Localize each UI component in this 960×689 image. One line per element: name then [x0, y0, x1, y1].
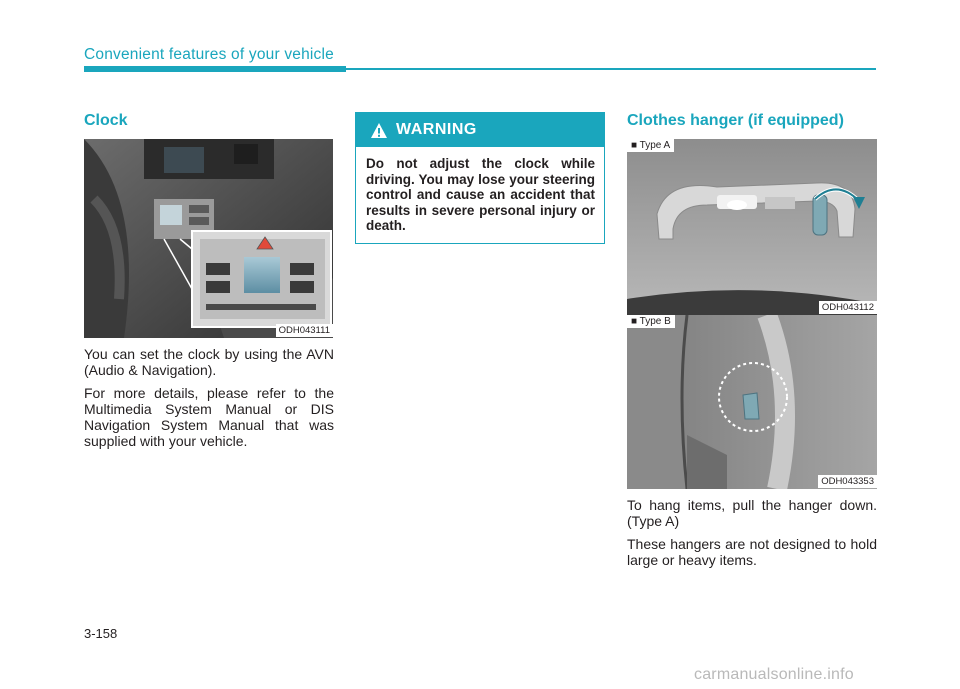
header-rule-thick: [84, 66, 346, 72]
page-number: 3-158: [84, 626, 118, 641]
hanger-type-b-figure: [627, 315, 877, 489]
warning-box: [355, 112, 605, 244]
figure-code: ODH043112: [819, 301, 877, 314]
hanger-heading: Clothes hanger (if equipped): [627, 112, 844, 129]
running-header: Convenient features of your vehicle: [84, 46, 334, 63]
type-a-label: ■ Type A: [627, 139, 674, 152]
paragraph: To hang items, pull the hanger down. (Type A): [627, 497, 877, 529]
type-b-label: ■ Type B: [627, 315, 675, 328]
header-rule-thin: [346, 68, 876, 70]
clock-body: [84, 346, 334, 456]
warning-header: [356, 113, 604, 147]
hanger-type-b-illustration: [627, 315, 877, 489]
dashboard-illustration: [84, 139, 333, 338]
watermark: carmanualsonline.info: [694, 666, 854, 683]
warning-title: WARNING: [396, 121, 477, 138]
paragraph: These hangers are not designed to hold large or heavy items.: [627, 536, 877, 568]
figure-code: ODH043111: [276, 324, 333, 337]
type-a-text: Type A: [639, 140, 671, 151]
hanger-type-a-figure: [627, 139, 877, 315]
paragraph: You can set the clock by using the AVN (Audio & Navigation).: [84, 346, 334, 378]
type-b-text: Type B: [639, 316, 671, 327]
hanger-type-a-illustration: [627, 139, 877, 315]
hanger-body: [627, 497, 877, 575]
clock-heading: Clock: [84, 112, 128, 129]
warning-text: Do not adjust the clock while driving. You may lose your steering control and cause an accident that results in severe personal injury or death.: [366, 156, 595, 233]
clock-figure: [84, 139, 333, 338]
paragraph: For more details, please refer to the Multimedia System Manual or DIS Navigation System Manual that was supplied with your vehicle.: [84, 385, 334, 449]
figure-code: ODH043353: [818, 475, 877, 488]
warning-triangle-icon: [370, 122, 388, 139]
